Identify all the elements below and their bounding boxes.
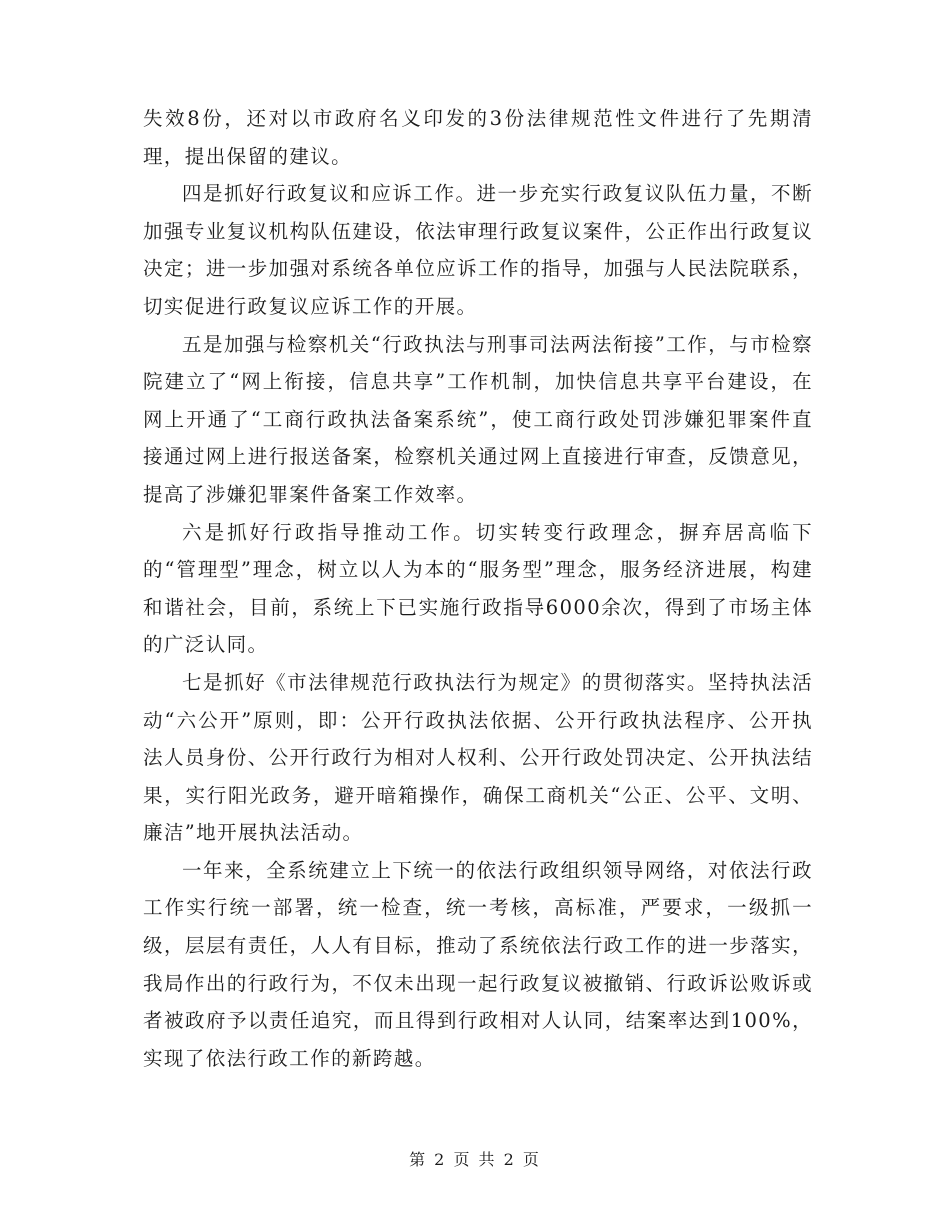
paragraph-summary: 一年来，全系统建立上下统一的依法行政组织领导网络，对依法行政工作实行统一部署，统一检查，统一考核，高标准，严要求，一级抓一级，层层有责任，人人有目标，推动了系统依法行政工作的进一步落实，我局作出的行政行为，不仅未出现一起行政复议被撤销、行政诉讼败诉或者被政府予以责任追究，而且得到行政相对人认同，结案率达到100%，实现了依法行政工作的新跨越。 [143,858,813,1070]
paragraph-item-4: 四是抓好行政复议和应诉工作。进一步充实行政复议队伍力量，不断加强专业复议机构队伍建设，依法审理行政复议案件，公正作出行政复议决定；进一步加强对系统各单位应诉工作的指导，加强与人民法院联系，切实促进行政复议应诉工作的开展。 [143,182,813,318]
page-number-footer: 第 2 页 共 2 页 [409,1150,541,1169]
paragraph-continuation: 失效8份，还对以市政府名义印发的3份法律规范性文件进行了先期清理，提出保留的建议。 [143,107,813,168]
document-body [143,100,813,1077]
paragraph-item-7: 七是抓好《市法律规范行政执法行为规定》的贯彻落实。坚持执法活动“六公开”原则，即：公开行政执法依据、公开行政执法程序、公开执法人员身份、公开行政行为相对人权利、公开行政处罚决定、公开执法结果，实行阳光政务，避开暗箱操作，确保工商机关“公正、公平、文明、廉洁”地开展执法活动。 [143,670,813,845]
paragraph-item-6: 六是抓好行政指导推动工作。切实转变行政理念，摒弃居高临下的“管理型”理念，树立以人为本的“服务型”理念，服务经济进展，构建和谐社会，目前，系统上下已实施行政指导6000余次，得到了市场主体的广泛认同。 [143,520,813,657]
paragraph-item-5: 五是加强与检察机关“行政执法与刑事司法两法衔接”工作，与市检察院建立了“网上衔接，信息共享”工作机制，加快信息共享平台建设，在网上开通了“工商行政执法备案系统”，使工商行政处罚涉嫌犯罪案件直接通过网上进行报送备案，检察机关通过网上直接进行审查，反馈意见，提高了涉嫌犯罪案件备案工作效率。 [143,332,813,506]
